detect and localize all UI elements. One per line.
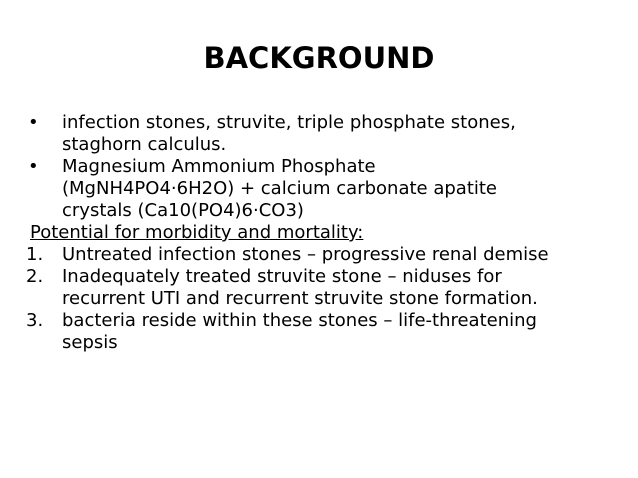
slide-body <box>24 112 624 354</box>
bullet-marker: • <box>28 112 39 133</box>
section-subheading: Potential for morbidity and mortality: <box>30 222 364 243</box>
slide-title: BACKGROUND <box>203 41 435 75</box>
bullet-line: (MgNH4PO4·6H2O) + calcium carbonate apatite <box>62 178 498 199</box>
bullet-item-2 <box>24 156 624 222</box>
bullet-line: staghorn calculus. <box>62 134 227 155</box>
numbered-item-1 <box>24 244 624 266</box>
numbered-line: Untreated infection stones – progressive renal demise <box>62 244 549 265</box>
number-marker: 1. <box>26 244 44 265</box>
bullet-item-1 <box>24 112 624 156</box>
bullet-line: Magnesium Ammonium Phosphate <box>62 156 376 177</box>
numbered-line: bacteria reside within these stones – life-threatening <box>62 310 537 331</box>
numbered-line: recurrent UTI and recurrent struvite stone formation. <box>62 288 538 309</box>
number-marker: 3. <box>26 310 44 331</box>
bullet-marker: • <box>28 156 39 177</box>
number-marker: 2. <box>26 266 44 287</box>
bullet-line: crystals (Ca10(PO4)6·CO3) <box>62 200 304 221</box>
numbered-item-2 <box>24 266 624 310</box>
numbered-line: sepsis <box>62 332 118 353</box>
numbered-item-3 <box>24 310 624 354</box>
numbered-line: Inadequately treated struvite stone – niduses for <box>62 266 502 287</box>
bullet-line: infection stones, struvite, triple phosphate stones, <box>62 112 516 133</box>
